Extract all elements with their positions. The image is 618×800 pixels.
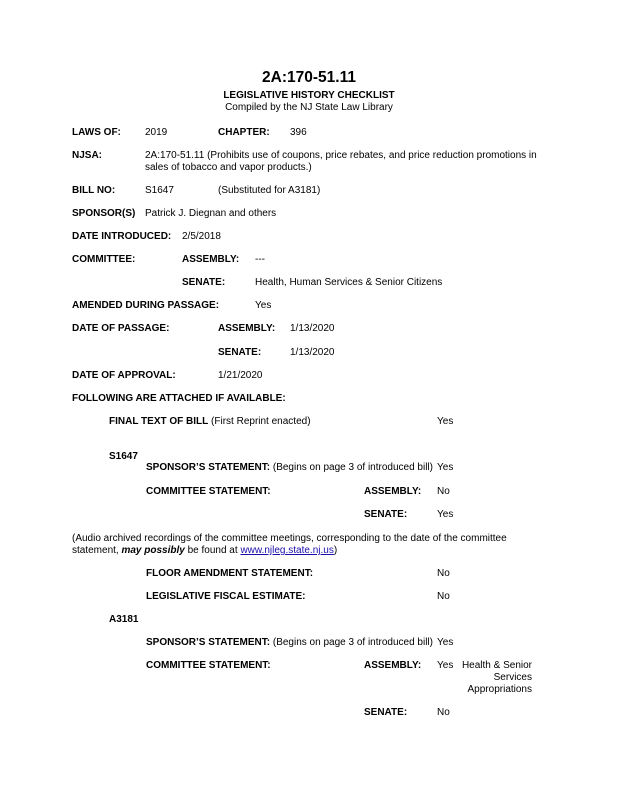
final-text-label: FINAL TEXT OF BILL: [109, 416, 209, 427]
a3181-sponsor-label: SPONSOR’S STATEMENT:: [146, 637, 271, 648]
audio-note-mid: be found at: [184, 545, 241, 556]
s1647-sponsor-label: SPONSOR’S STATEMENT:: [146, 462, 271, 473]
final-text-value: Yes: [437, 416, 454, 427]
committee-senate-value: Health, Human Services & Senior Citizens: [255, 277, 443, 288]
passage-senate-value: 1/13/2020: [290, 347, 335, 358]
date-introduced-value: 2/5/2018: [182, 231, 221, 242]
a3181-sponsor-note: (Begins on page 3 of introduced bill): [272, 637, 433, 648]
date-introduced-label: DATE INTRODUCED:: [72, 231, 172, 242]
audio-note-line-2: [72, 545, 337, 557]
s1647-sponsor-note: (Begins on page 3 of introduced bill): [272, 462, 433, 473]
passage-label: DATE OF PASSAGE:: [72, 323, 170, 334]
amended-value: Yes: [255, 300, 272, 311]
sponsors-value: Patrick J. Diegnan and others: [145, 208, 277, 219]
s1647-assembly-label: ASSEMBLY:: [364, 486, 422, 497]
a3181-senate-value: No: [437, 707, 450, 718]
fiscal-estimate-value: No: [437, 591, 450, 602]
compiled-by: Compiled by the NJ State Law Library: [225, 102, 393, 113]
chapter-label: CHAPTER:: [218, 127, 270, 138]
a3181-sponsor-row: [146, 637, 433, 649]
s1647-senate-label: SENATE:: [364, 509, 408, 520]
laws-of-label: LAWS OF:: [72, 127, 121, 138]
page-title: 2A:170-51.11: [262, 69, 356, 86]
audio-note-pre: statement,: [72, 545, 122, 556]
final-text-row: [109, 416, 311, 428]
a3181-committee-label: COMMITTEE STATEMENT:: [146, 660, 271, 671]
bill-no-label: BILL NO:: [72, 185, 116, 196]
audio-note-line-1: (Audio archived recordings of the committee meetings, corresponding to the date of the committee: [72, 533, 507, 544]
a3181-committee-name-3: Appropriations: [467, 684, 532, 695]
njsa-line-2: sales of tobacco and vapor products.): [145, 162, 312, 173]
s1647-sponsor-value: Yes: [437, 462, 454, 473]
a3181-committee-name-1: Health & Senior: [461, 660, 532, 671]
s1647-sponsor-row: [146, 462, 433, 474]
committee-label: COMMITTEE:: [72, 254, 136, 265]
following-heading: FOLLOWING ARE ATTACHED IF AVAILABLE:: [72, 393, 286, 404]
a3181-heading: A3181: [109, 614, 139, 625]
a3181-assembly-value: Yes: [437, 660, 454, 671]
audio-note-emphasis: may possibly: [121, 545, 185, 556]
passage-assembly-value: 1/13/2020: [290, 323, 335, 334]
final-text-note: (First Reprint enacted): [211, 416, 311, 427]
s1647-assembly-value: No: [437, 486, 450, 497]
njleg-link[interactable]: www.njleg.state.nj.us: [240, 545, 334, 556]
passage-senate-label: SENATE:: [218, 347, 262, 358]
s1647-senate-value: Yes: [437, 509, 454, 520]
floor-amendment-value: No: [437, 568, 450, 579]
fiscal-estimate-label: LEGISLATIVE FISCAL ESTIMATE:: [146, 591, 306, 602]
committee-assembly-value: ---: [255, 254, 265, 265]
njsa-line-1: 2A:170-51.11 (Prohibits use of coupons, price rebates, and price reduction promotions in: [145, 150, 537, 161]
passage-assembly-label: ASSEMBLY:: [218, 323, 276, 334]
s1647-committee-label: COMMITTEE STATEMENT:: [146, 486, 271, 497]
approval-value: 1/21/2020: [218, 370, 263, 381]
bill-substitution-note: (Substituted for A3181): [218, 185, 321, 196]
committee-senate-label: SENATE:: [182, 277, 226, 288]
approval-label: DATE OF APPROVAL:: [72, 370, 176, 381]
njsa-label: NJSA:: [72, 150, 103, 161]
a3181-committee-name-2: Services: [493, 672, 532, 683]
audio-note-end: ): [333, 545, 338, 556]
bill-no-value: S1647: [145, 185, 174, 196]
sponsors-label: SPONSOR(S): [72, 208, 136, 219]
checklist-heading: LEGISLATIVE HISTORY CHECKLIST: [223, 90, 395, 101]
a3181-senate-label: SENATE:: [364, 707, 408, 718]
a3181-sponsor-value: Yes: [437, 637, 454, 648]
amended-label: AMENDED DURING PASSAGE:: [72, 300, 220, 311]
s1647-heading: S1647: [109, 451, 138, 462]
floor-amendment-label: FLOOR AMENDMENT STATEMENT:: [146, 568, 314, 579]
laws-of-year: 2019: [145, 127, 168, 138]
committee-assembly-label: ASSEMBLY:: [182, 254, 240, 265]
chapter-value: 396: [290, 127, 307, 138]
a3181-assembly-label: ASSEMBLY:: [364, 660, 422, 671]
